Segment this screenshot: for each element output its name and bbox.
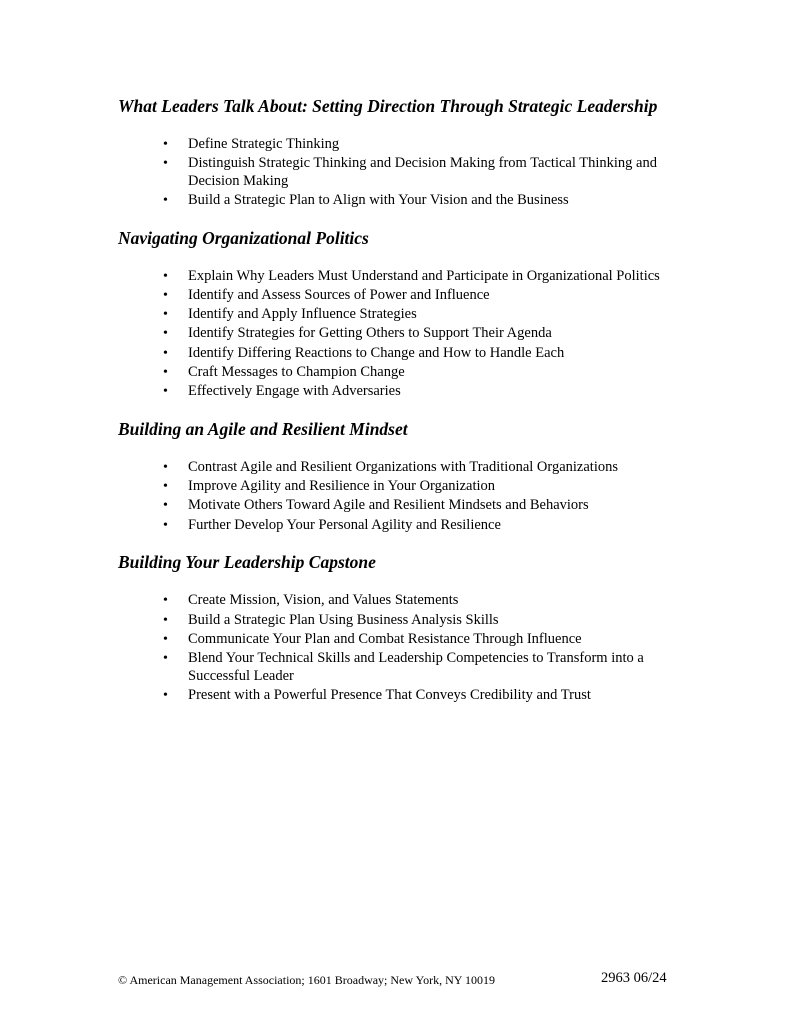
section-leadership-capstone bbox=[118, 551, 688, 704]
bullet-icon: • bbox=[163, 307, 168, 323]
list-item bbox=[163, 344, 688, 363]
bullet-icon: • bbox=[163, 193, 168, 209]
list-item-text: Build a Strategic Plan to Align with Your Vision and the Business bbox=[188, 192, 569, 209]
list-item bbox=[163, 306, 688, 324]
bullet-icon: • bbox=[163, 384, 168, 400]
bullet-icon: • bbox=[163, 156, 168, 172]
list-item bbox=[163, 686, 688, 705]
list-item-text: Communicate Your Plan and Combat Resistance Through Influence bbox=[188, 630, 582, 647]
bullet-list bbox=[118, 268, 688, 401]
bullet-icon: • bbox=[163, 612, 168, 628]
list-item-text: Define Strategic Thinking bbox=[188, 136, 340, 152]
list-item bbox=[163, 516, 688, 535]
list-item bbox=[163, 155, 688, 190]
bullet-list bbox=[118, 592, 688, 704]
bullet-icon: • bbox=[163, 137, 168, 152]
section-title: What Leaders Talk About: Setting Direction Through Strategic Leadership bbox=[118, 96, 658, 116]
list-item bbox=[163, 325, 688, 343]
bullet-icon: • bbox=[163, 268, 168, 284]
bullet-icon: • bbox=[163, 651, 168, 667]
list-item bbox=[163, 611, 688, 630]
bullet-icon: • bbox=[163, 459, 168, 475]
list-item bbox=[163, 136, 688, 154]
list-item-text: Present with a Powerful Presence That Conveys Credibility and Trust bbox=[188, 686, 591, 703]
bullet-icon: • bbox=[163, 687, 168, 703]
bullet-icon: • bbox=[163, 365, 168, 381]
bullet-icon: • bbox=[163, 498, 168, 514]
list-item-text: Identify Strategies for Getting Others to Support Their Agenda bbox=[188, 325, 552, 342]
section-title: Building Your Leadership Capstone bbox=[118, 552, 376, 573]
list-item-text: Contrast Agile and Resilient Organizations with Traditional Organizations bbox=[188, 458, 618, 475]
section-organizational-politics bbox=[118, 227, 688, 401]
list-item-text: Improve Agility and Resilience in Your Organization bbox=[188, 478, 496, 495]
list-item bbox=[163, 592, 688, 610]
footer-document-code: 2963 06/24 bbox=[601, 970, 667, 986]
list-item-text: Identify Differing Reactions to Change and How to Handle Each bbox=[188, 344, 565, 361]
list-item-text: Craft Messages to Champion Change bbox=[188, 364, 405, 381]
bullet-icon: • bbox=[163, 631, 168, 647]
list-item-text: Further Develop Your Personal Agility and Resilience bbox=[188, 516, 501, 533]
bullet-list bbox=[118, 459, 688, 534]
list-item-text: Build a Strategic Plan Using Business Analysis Skills bbox=[188, 611, 499, 628]
list-item bbox=[163, 497, 688, 515]
bullet-icon: • bbox=[163, 593, 168, 609]
bullet-icon: • bbox=[163, 287, 168, 303]
list-item bbox=[163, 650, 688, 685]
list-item-text: Motivate Others Toward Agile and Resilient Mindsets and Behaviors bbox=[188, 497, 589, 514]
list-item bbox=[163, 286, 688, 305]
footer-copyright: © American Management Association; 1601 Broadway; New York, NY 10019 bbox=[118, 973, 495, 987]
section-agile-resilient-mindset bbox=[118, 418, 688, 534]
bullet-icon: • bbox=[163, 517, 168, 533]
list-item bbox=[163, 267, 688, 286]
section-title: Navigating Organizational Politics bbox=[118, 227, 369, 248]
list-item bbox=[163, 630, 688, 649]
list-item bbox=[163, 383, 688, 401]
list-item bbox=[163, 478, 688, 496]
list-item bbox=[163, 364, 688, 382]
list-item-text: Distinguish Strategic Thinking and Decision Making from Tactical Thinking and Decision Making bbox=[188, 155, 657, 189]
list-item-text: Effectively Engage with Adversaries bbox=[188, 383, 401, 400]
list-item-text: Identify and Assess Sources of Power and Influence bbox=[188, 286, 490, 303]
bullet-icon: • bbox=[163, 479, 168, 495]
list-item-text: Identify and Apply Influence Strategies bbox=[188, 306, 417, 323]
list-item-text: Explain Why Leaders Must Understand and Participate in Organizational Politics bbox=[188, 267, 660, 284]
list-item-text: Create Mission, Vision, and Values Statements bbox=[188, 592, 459, 609]
bullet-icon: • bbox=[163, 345, 168, 361]
bullet-list bbox=[118, 136, 688, 210]
section-title: Building an Agile and Resilient Mindset bbox=[118, 418, 408, 439]
bullet-icon: • bbox=[163, 326, 168, 342]
document-body bbox=[118, 95, 688, 706]
list-item bbox=[163, 192, 688, 210]
list-item-text: Blend Your Technical Skills and Leadership Competencies to Transform into a Successful Leader bbox=[188, 650, 644, 684]
section-strategic-leadership bbox=[118, 95, 688, 210]
list-item bbox=[163, 458, 688, 477]
